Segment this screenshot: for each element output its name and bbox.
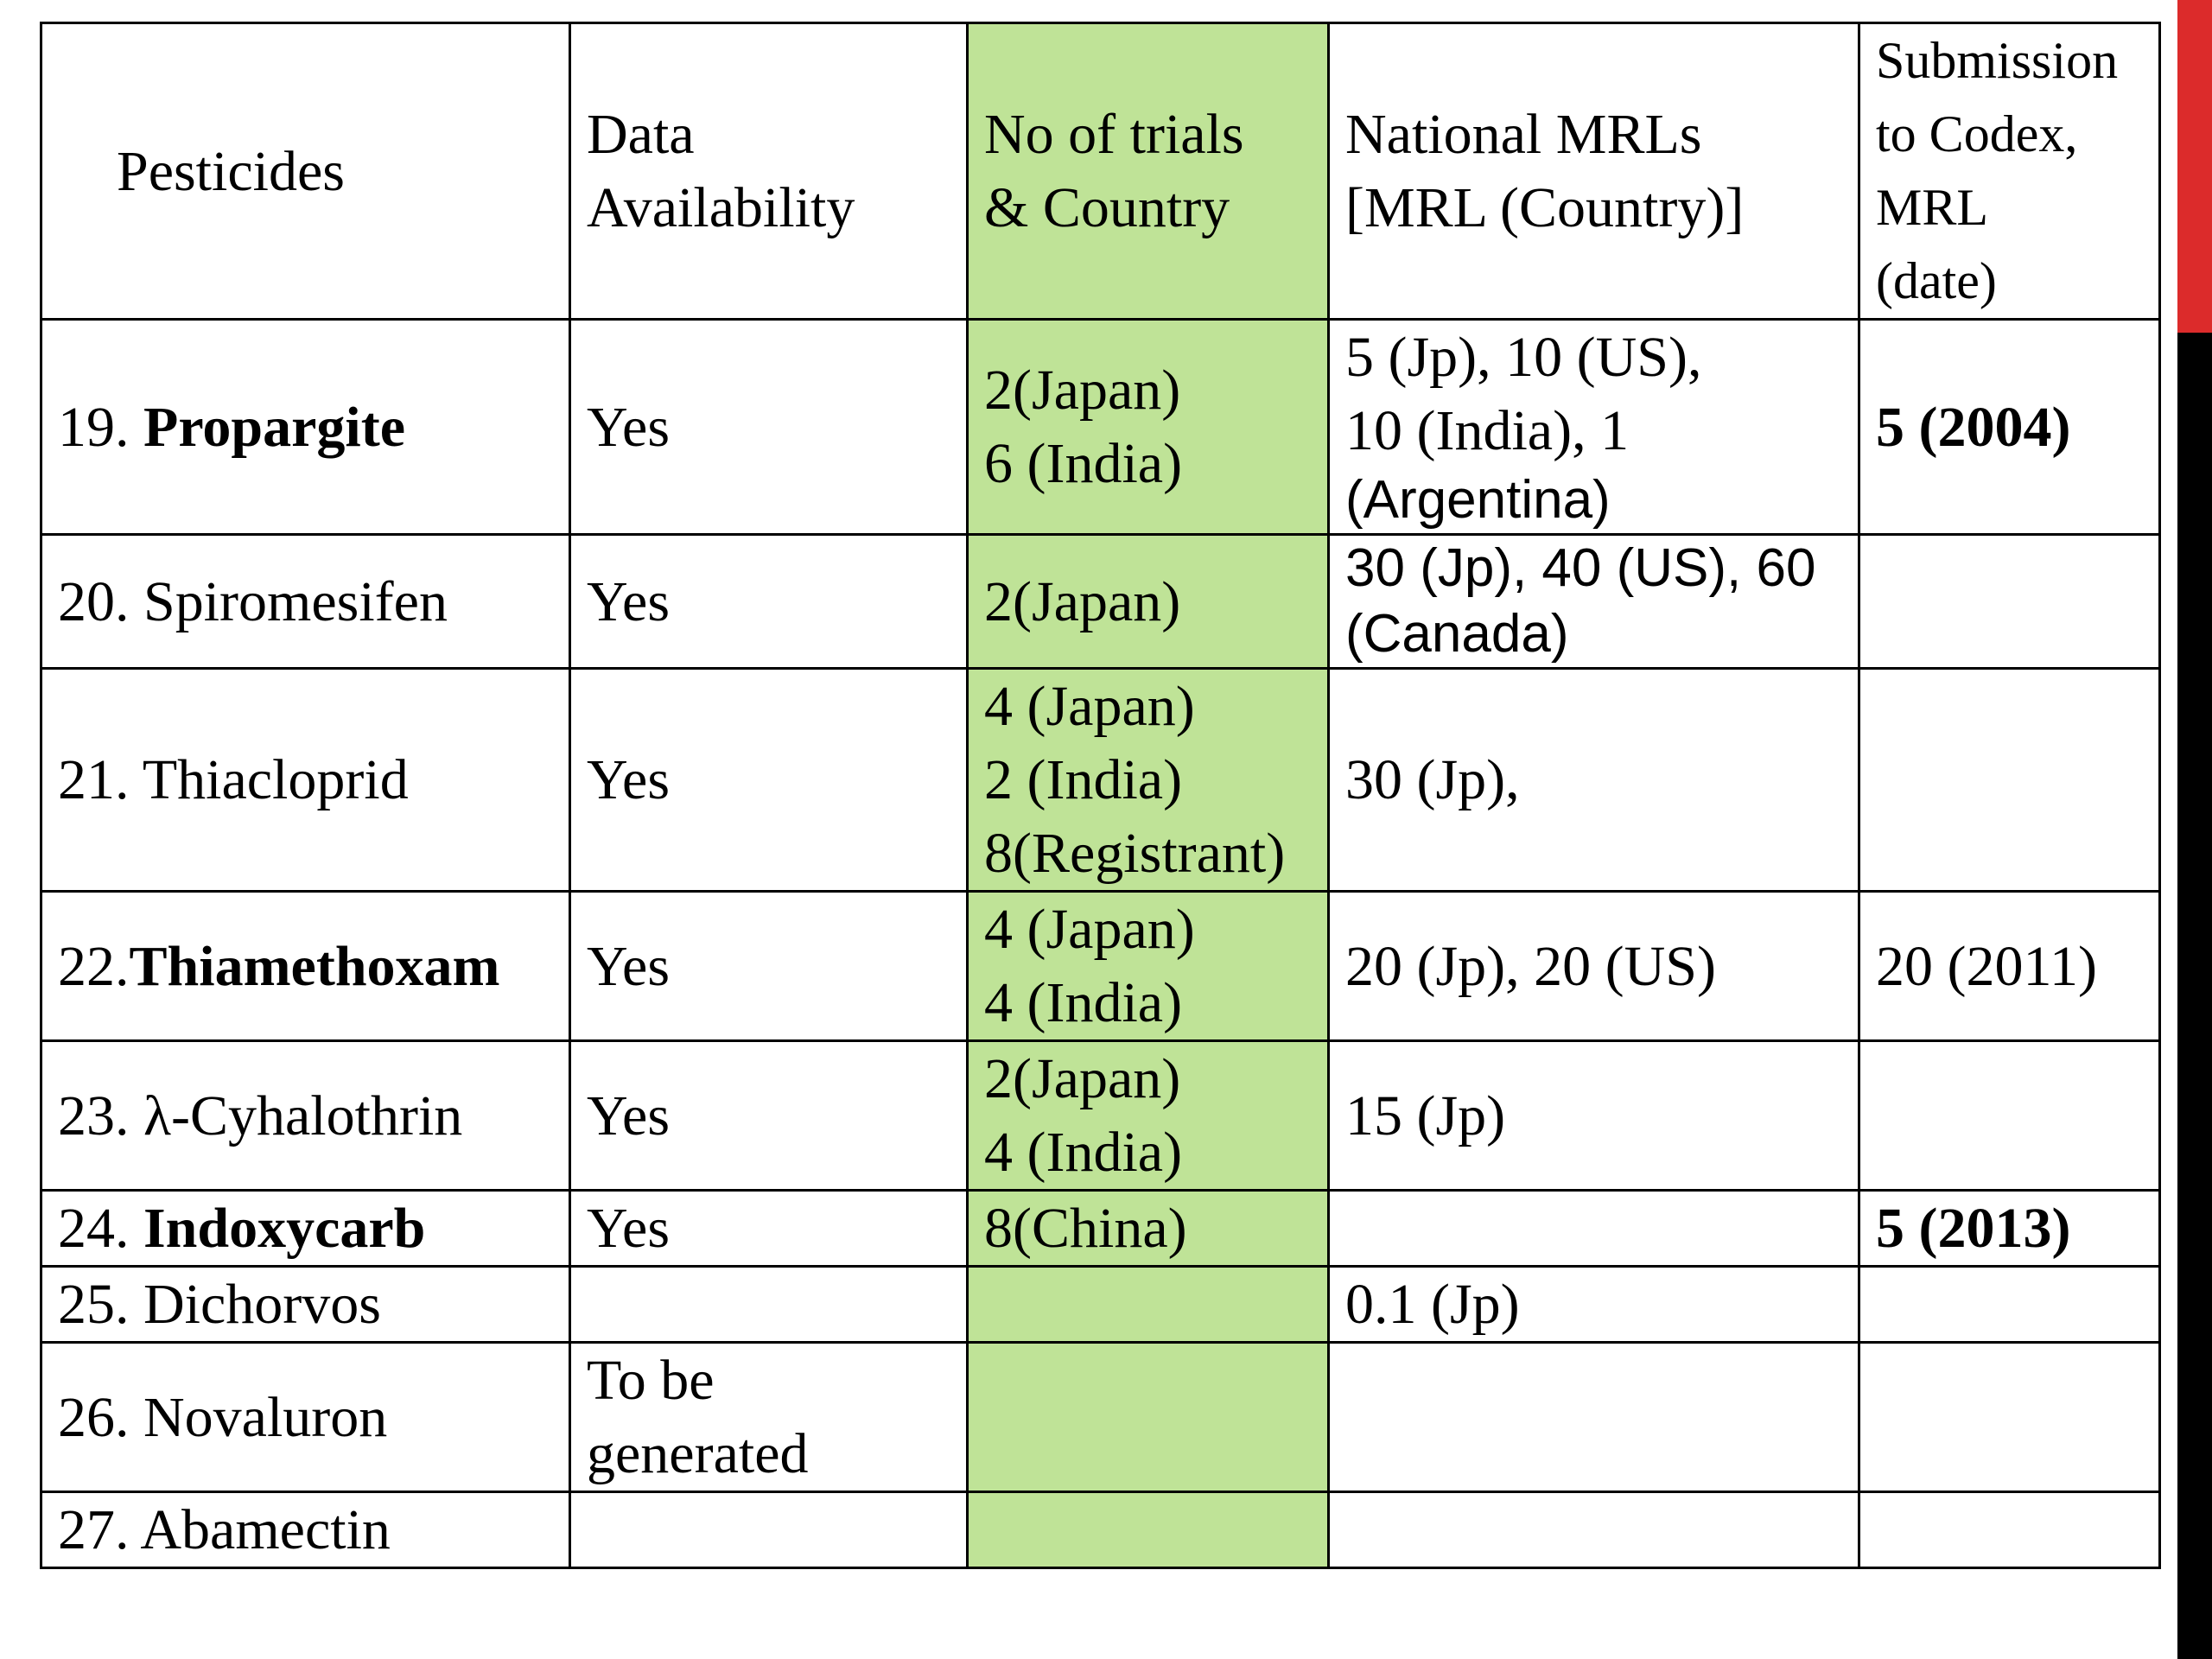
pesticide-name: Spiromesifen (143, 569, 448, 633)
availability-cell (570, 1492, 968, 1568)
national-mrl-cell (1329, 1267, 1859, 1343)
availability-cell (570, 669, 968, 892)
trials-line: 2 (India) (984, 748, 1183, 811)
pesticide-name-cell (41, 1191, 570, 1267)
national-mrl-cell (1329, 1492, 1859, 1568)
trials-cell (968, 535, 1329, 669)
trials-line: 8(Registrant) (984, 822, 1286, 885)
accent-bar-black (2177, 333, 2212, 1659)
trials-line: 4 (Japan) (984, 898, 1195, 961)
pesticide-name: Abamectin (140, 1498, 391, 1561)
trials-cell (968, 320, 1329, 535)
header-national-mrls (1329, 23, 1859, 320)
table-row (41, 1041, 2160, 1191)
national-mrl-cell (1329, 1343, 1859, 1492)
availability-cell (570, 1041, 968, 1191)
availability-cell (570, 892, 968, 1041)
pesticide-number: 21. (58, 748, 143, 811)
table-row (41, 535, 2160, 669)
table-row (41, 892, 2160, 1041)
trials-line: 4 (India) (984, 1121, 1183, 1184)
national-mrl-cell (1329, 669, 1859, 892)
pesticide-number: 26. (58, 1385, 143, 1449)
availability-cell (570, 1343, 968, 1492)
pesticide-number: 23. (58, 1084, 143, 1147)
pesticide-number: 25. (58, 1273, 143, 1336)
header-data-availability (570, 23, 968, 320)
mrl-line: 5 (Jp), 10 (US), (1345, 326, 1702, 389)
table-row (41, 669, 2160, 892)
trials-line: 8(China) (984, 1197, 1187, 1260)
header-codex (1859, 23, 2160, 320)
pesticide-name: Thiacloprid (142, 748, 409, 811)
header-codex-line: Submission (1876, 32, 2119, 89)
pesticide-number: 19. (58, 395, 143, 459)
availability-line: Yes (587, 569, 671, 633)
pesticide-number: 24. (58, 1197, 143, 1260)
pesticide-number: 27. (58, 1498, 141, 1561)
pesticide-name-cell (41, 320, 570, 535)
trials-line: 2(Japan) (984, 359, 1181, 422)
availability-cell (570, 320, 968, 535)
availability-line: Yes (587, 395, 671, 459)
trials-line: 2(Japan) (984, 569, 1181, 633)
pesticide-table (40, 22, 2161, 1569)
codex-value: 5 (2013) (1876, 1197, 2071, 1260)
national-mrl-cell (1329, 320, 1859, 535)
national-mrl-cell (1329, 1041, 1859, 1191)
mrl-line: (Canada) (1345, 604, 1569, 664)
codex-cell (1859, 320, 2160, 535)
trials-cell (968, 669, 1329, 892)
codex-cell (1859, 1492, 2160, 1568)
codex-value: 5 (2004) (1876, 395, 2071, 459)
availability-cell (570, 1267, 968, 1343)
header-codex-line: MRL (1876, 179, 1989, 236)
availability-cell (570, 1191, 968, 1267)
header-national-mrls-line: [MRL (Country)] (1345, 176, 1745, 239)
table-row (41, 1267, 2160, 1343)
pesticide-name: Propargite (143, 395, 406, 459)
availability-line: Yes (587, 1197, 671, 1260)
trials-cell (968, 892, 1329, 1041)
pesticide-name: Dichorvos (143, 1273, 381, 1336)
codex-cell (1859, 535, 2160, 669)
trials-cell (968, 1041, 1329, 1191)
pesticide-number: 22. (58, 934, 130, 998)
trials-line: 4 (Japan) (984, 675, 1195, 738)
pesticide-name-cell (41, 1267, 570, 1343)
header-codex-line: to Codex, (1876, 105, 2078, 162)
codex-cell (1859, 1343, 2160, 1492)
pesticide-name-cell (41, 1041, 570, 1191)
mrl-line: (Argentina) (1345, 470, 1611, 530)
trials-cell (968, 1492, 1329, 1568)
availability-line: generated (587, 1422, 809, 1485)
trials-cell (968, 1267, 1329, 1343)
codex-cell (1859, 1191, 2160, 1267)
trials-cell (968, 1191, 1329, 1267)
codex-cell (1859, 1267, 2160, 1343)
pesticide-name-cell (41, 1492, 570, 1568)
codex-cell (1859, 1041, 2160, 1191)
header-trials (968, 23, 1329, 320)
pesticide-name: Thiamethoxam (129, 934, 500, 998)
header-data-availability-line: Data (587, 103, 695, 166)
header-pesticides-label: Pesticides (117, 139, 345, 203)
mrl-line: 0.1 (Jp) (1345, 1273, 1520, 1336)
header-codex-line: (date) (1876, 252, 1997, 309)
pesticide-number: 20. (58, 569, 143, 633)
pesticide-name: λ-Cyhalothrin (143, 1084, 463, 1147)
trials-line: 6 (India) (984, 432, 1183, 495)
mrl-line: 30 (Jp), (1345, 748, 1520, 811)
mrl-line: 10 (India), 1 (1345, 399, 1630, 462)
pesticide-name: Indoxycarb (143, 1197, 426, 1260)
availability-cell (570, 535, 968, 669)
availability-line: Yes (587, 748, 671, 811)
pesticide-name-cell (41, 669, 570, 892)
header-trials-line: & Country (984, 176, 1230, 239)
availability-line: Yes (587, 1084, 671, 1147)
table-row (41, 1191, 2160, 1267)
header-data-availability-line: Availability (587, 176, 855, 239)
availability-line: Yes (587, 934, 671, 998)
national-mrl-cell (1329, 1191, 1859, 1267)
pesticide-name-cell (41, 1343, 570, 1492)
codex-cell (1859, 892, 2160, 1041)
pesticide-name: Novaluron (143, 1385, 388, 1449)
table-row (41, 1343, 2160, 1492)
table-row (41, 1492, 2160, 1568)
accent-bar-red (2177, 0, 2212, 333)
availability-line: To be (587, 1349, 715, 1412)
trials-line: 2(Japan) (984, 1047, 1181, 1110)
codex-value: 20 (2011) (1876, 934, 2098, 998)
header-pesticides (41, 23, 570, 320)
mrl-line: 15 (Jp) (1345, 1084, 1506, 1147)
header-national-mrls-line: National MRLs (1345, 103, 1702, 166)
table-body (41, 23, 2160, 1568)
mrl-line: 20 (Jp), 20 (US) (1345, 934, 1716, 998)
mrl-line: 30 (Jp), 40 (US), 60 (1345, 538, 1816, 598)
codex-cell (1859, 669, 2160, 892)
table-row (41, 320, 2160, 535)
trials-line: 4 (India) (984, 971, 1183, 1034)
national-mrl-cell (1329, 535, 1859, 669)
header-row (41, 23, 2160, 320)
national-mrl-cell (1329, 892, 1859, 1041)
pesticide-name-cell (41, 892, 570, 1041)
pesticide-name-cell (41, 535, 570, 669)
trials-cell (968, 1343, 1329, 1492)
header-trials-line: No of trials (984, 103, 1244, 166)
